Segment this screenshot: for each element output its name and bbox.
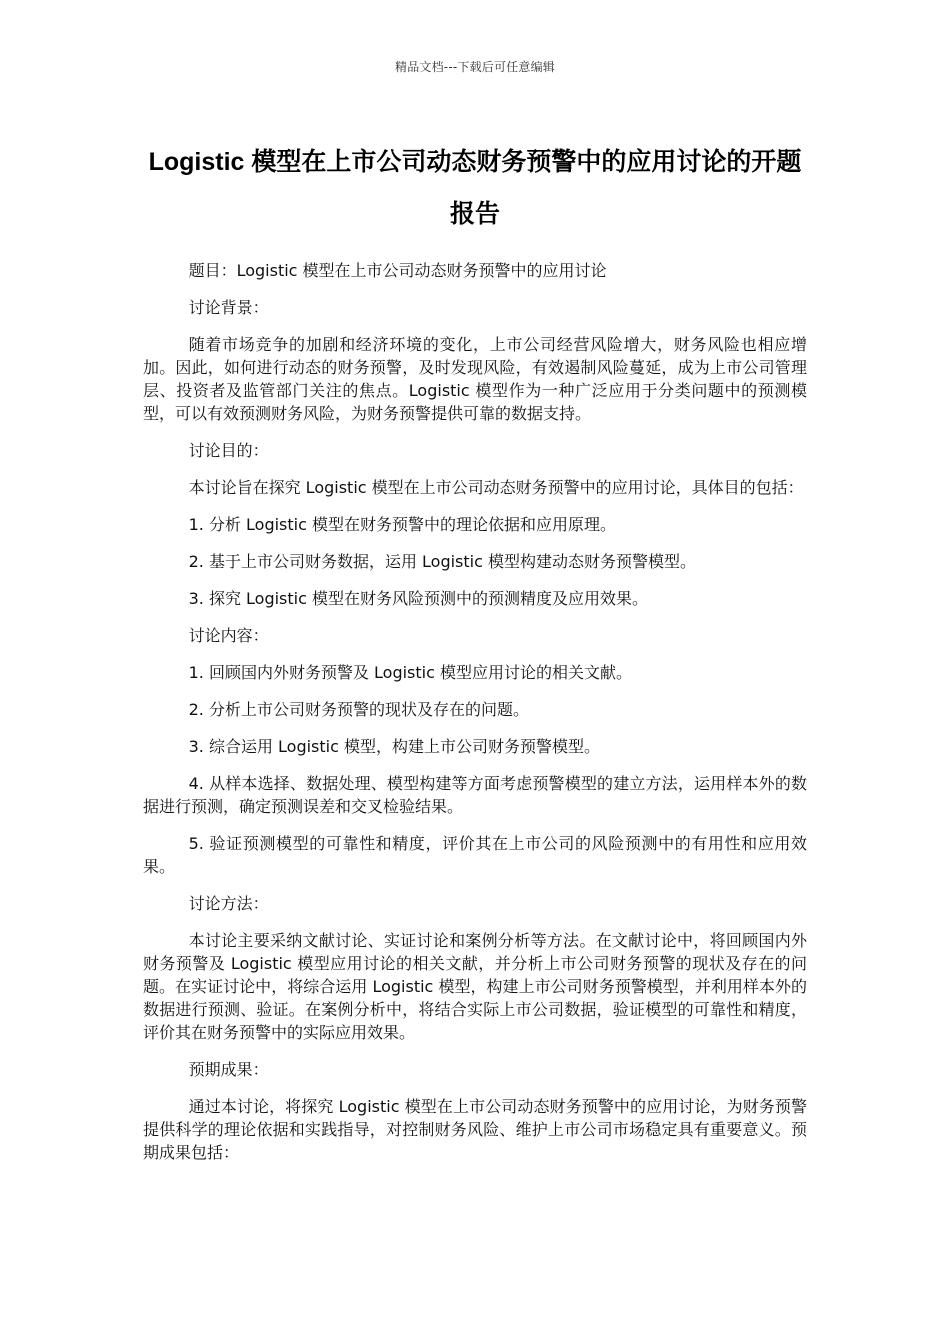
paragraph-expected-results: 通过本讨论，将探究 Logistic 模型在上市公司动态财务预警中的应用讨论，为财务预警提供科学的理论依据和实践指导，对控制财务风险、维护上市公司市场稳定具有重要意义。预期成果包括： (143, 1097, 807, 1162)
content-item-1: 1. 回顾国内外财务预警及 Logistic 模型应用讨论的相关文献。 (188, 663, 632, 682)
paragraph-method: 本讨论主要采纳文献讨论、实证讨论和案例分析等方法。在文献讨论中，将回顾国内外财务预警及 Logistic 模型应用讨论的相关文献，并分析上市公司财务预警的现状及存在的问题。在实证讨论中，将综合运用 Logistic 模型，构建上市公司财务预警模型，并利用样本外的数据进行预测、验证。在案例分析中，将结合实际上市公司数据，验证模型的可靠性和精度，评价其在财务预警中的实际应用效果。 (143, 931, 807, 1042)
document-title: Logistic 模型在上市公司动态财务预警中的应用讨论的开题报告 (148, 148, 802, 228)
paragraph-topic: 题目：Logistic 模型在上市公司动态财务预警中的应用讨论 (188, 261, 607, 280)
document-body (143, 259, 807, 1178)
purpose-item-2: 2. 基于上市公司财务数据，运用 Logistic 模型构建动态财务预警模型。 (188, 552, 696, 571)
heading-content: 讨论内容： (188, 626, 269, 645)
heading-method: 讨论方法： (188, 894, 269, 913)
header-note: 精品文档---下载后可任意编辑 (395, 60, 555, 74)
purpose-item-3: 3. 探究 Logistic 模型在财务风险预测中的预测精度及应用效果。 (188, 589, 648, 608)
content-item-2: 2. 分析上市公司财务预警的现状及存在的问题。 (188, 700, 529, 719)
content-item-5: 5. 验证预测模型的可靠性和精度，评价其在上市公司的风险预测中的有用性和应用效果。 (143, 834, 807, 876)
content-item-4: 4. 从样本选择、数据处理、模型构建等方面考虑预警模型的建立方法，运用样本外的数据进行预测，确定预测误差和交叉检验结果。 (143, 774, 807, 816)
paragraph-purpose: 本讨论旨在探究 Logistic 模型在上市公司动态财务预警中的应用讨论，具体目的包括： (188, 478, 804, 497)
heading-purpose: 讨论目的： (188, 441, 269, 460)
purpose-item-1: 1. 分析 Logistic 模型在财务预警中的理论依据和应用原理。 (188, 515, 616, 534)
heading-expected-results: 预期成果： (188, 1060, 269, 1079)
paragraph-background: 随着市场竞争的加剧和经济环境的变化，上市公司经营风险增大，财务风险也相应增加。因此，如何进行动态的财务预警，及时发现风险，有效遏制风险蔓延，成为上市公司管理层、投资者及监管部门关注的焦点。Logistic 模型作为一种广泛应用于分类问题中的预测模型，可以有效预测财务风险，为财务预警提供可靠的数据支持。 (143, 335, 807, 423)
heading-background: 讨论背景： (188, 298, 269, 317)
content-item-3: 3. 综合运用 Logistic 模型，构建上市公司财务预警模型。 (188, 737, 600, 756)
